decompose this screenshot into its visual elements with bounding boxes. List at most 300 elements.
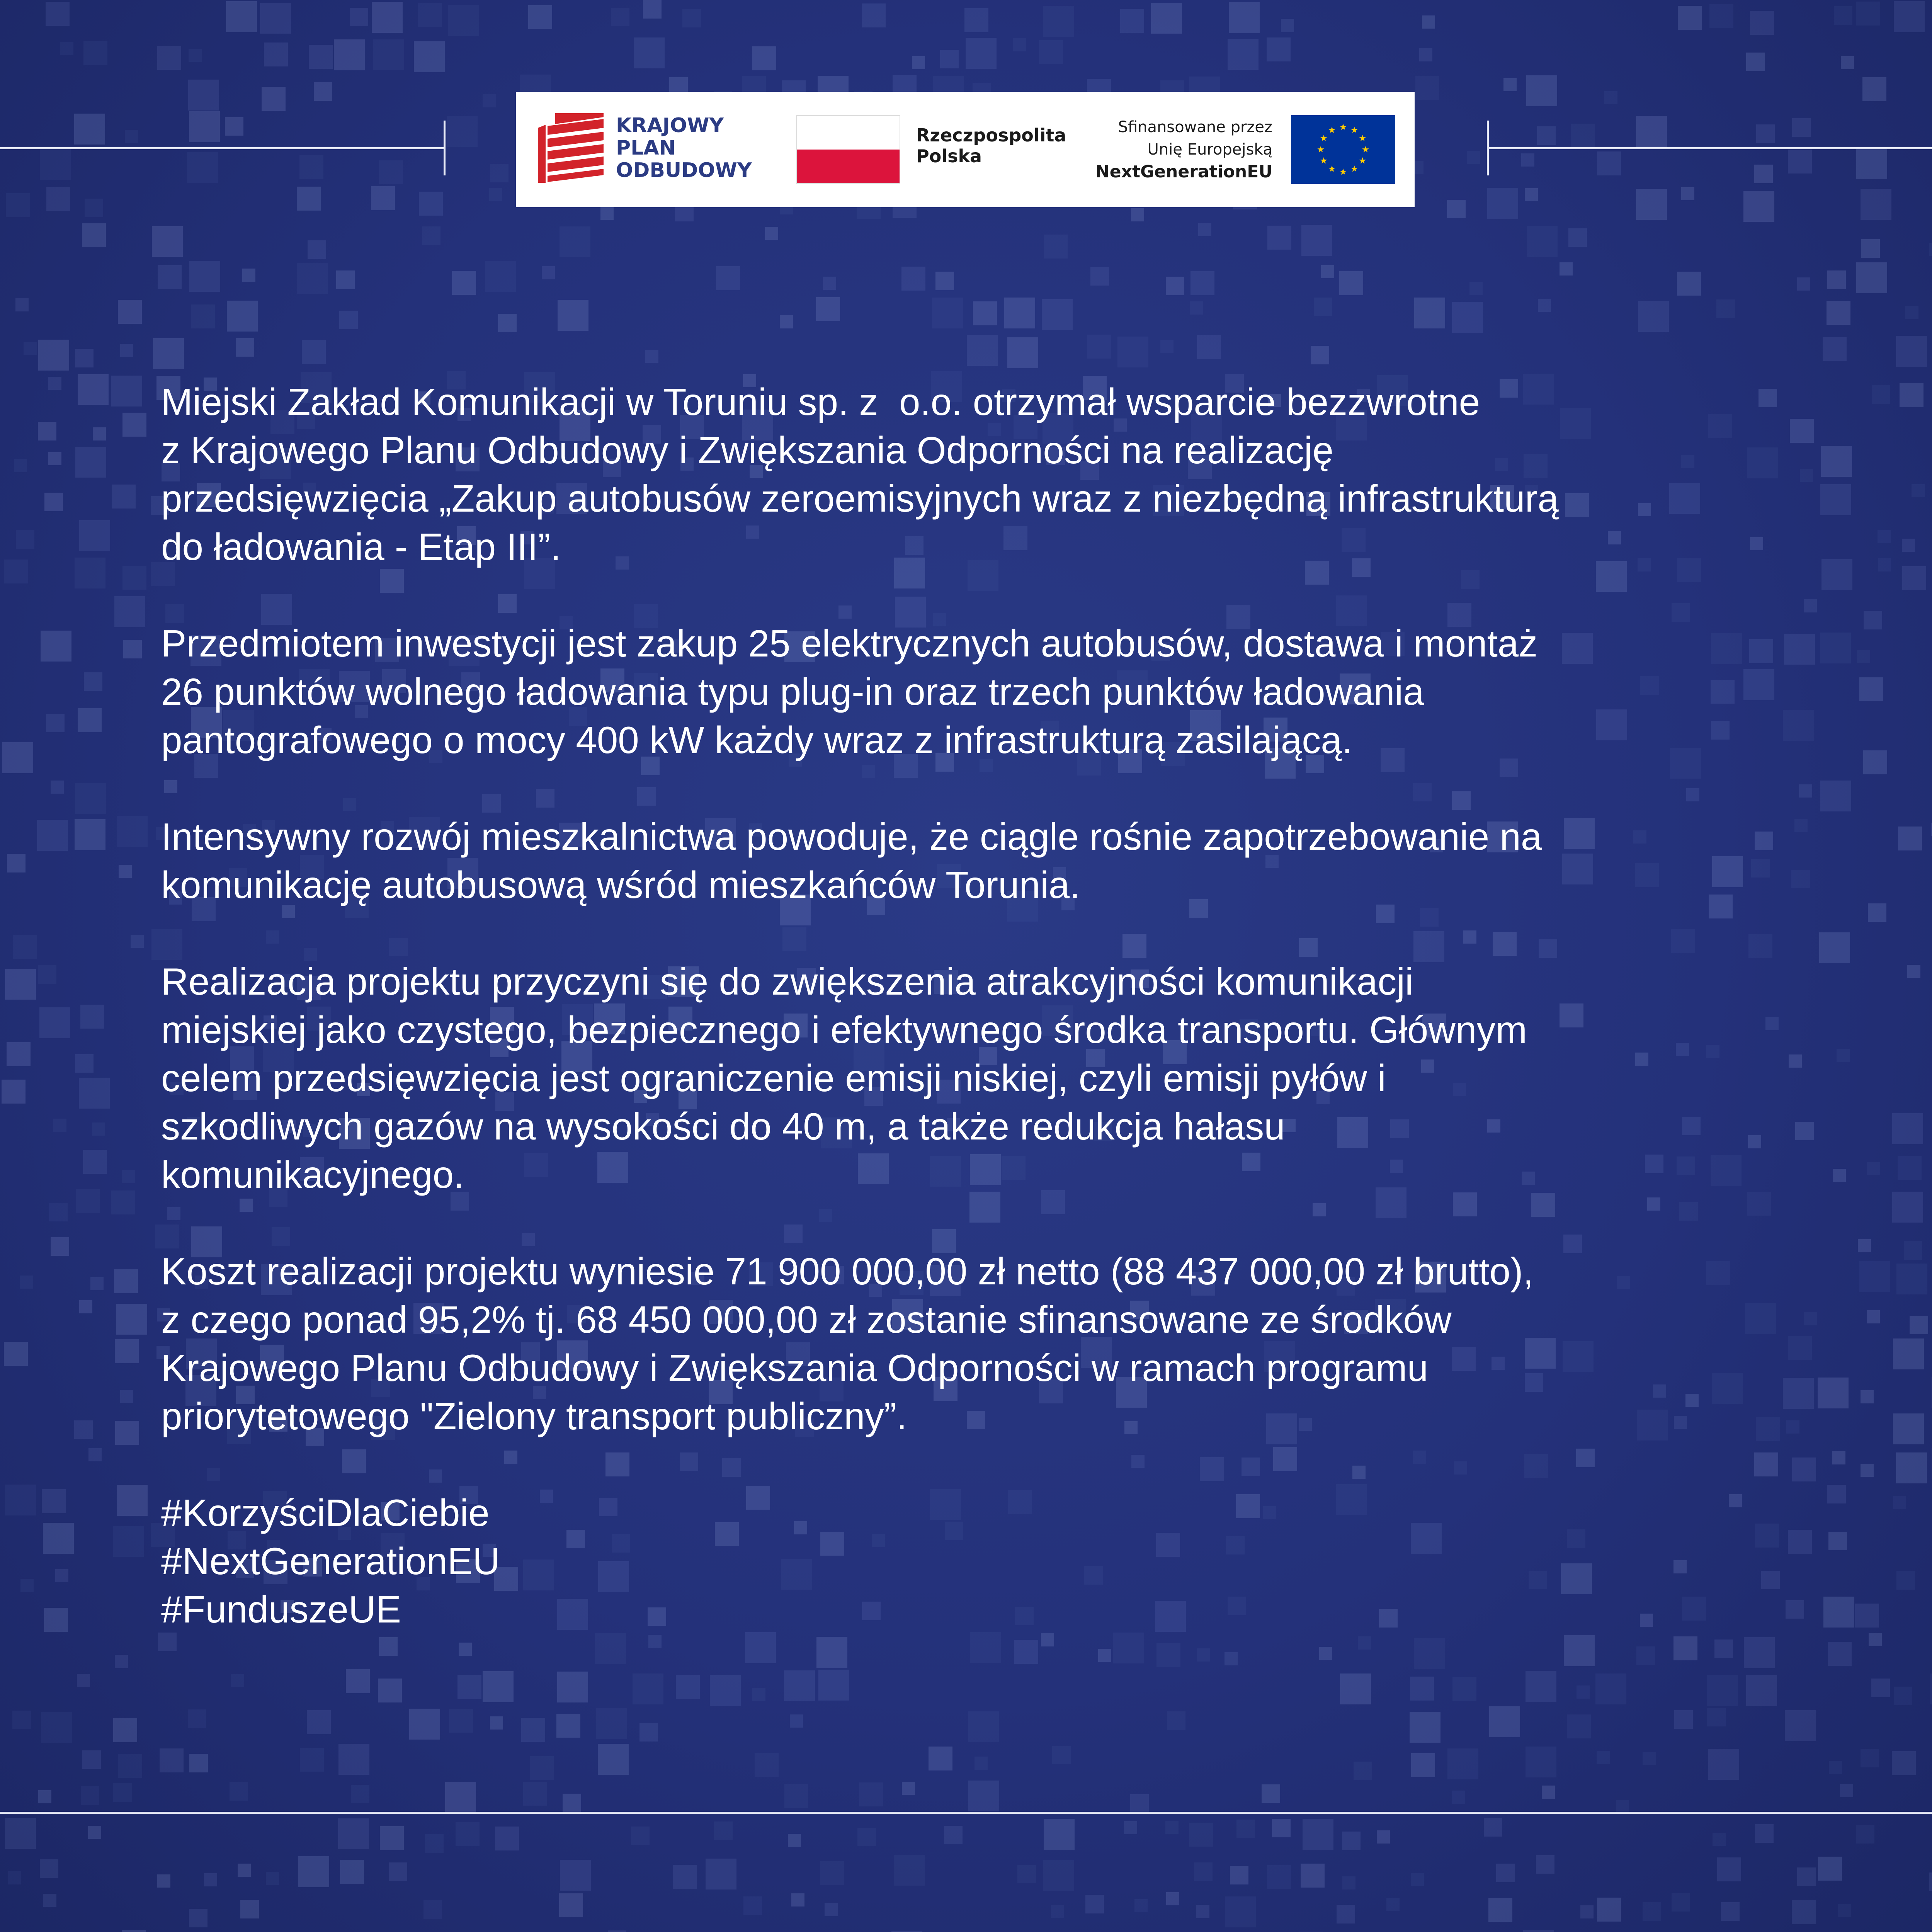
background-square <box>118 300 142 324</box>
background-square <box>189 111 220 142</box>
background-square <box>1784 634 1815 665</box>
background-square <box>302 340 326 364</box>
background-square <box>1469 282 1483 295</box>
background-square <box>1820 781 1851 811</box>
background-square <box>1043 1860 1074 1891</box>
background-square <box>1007 337 1038 368</box>
background-square <box>1339 271 1363 295</box>
paragraph-2 <box>161 619 1784 764</box>
background-square <box>862 3 886 27</box>
background-square <box>1821 559 1852 590</box>
background-square <box>260 3 291 34</box>
background-square <box>266 1872 279 1885</box>
background-square <box>122 1930 146 1932</box>
background-square <box>559 1893 583 1917</box>
background-square <box>74 114 105 145</box>
background-square <box>75 783 106 814</box>
background-square <box>912 56 925 69</box>
background-square <box>1861 189 1891 220</box>
background-square <box>1386 1898 1400 1911</box>
eu-line3: NextGenerationEU <box>1095 162 1272 182</box>
background-square <box>1827 301 1850 325</box>
background-square <box>1746 1675 1777 1706</box>
background-square <box>456 1822 480 1846</box>
background-square <box>46 2 70 26</box>
background-square <box>1837 1049 1850 1062</box>
background-square <box>968 1711 999 1742</box>
background-square <box>676 1675 700 1699</box>
background-square <box>1496 1864 1515 1882</box>
background-square <box>1716 299 1735 318</box>
background-square <box>1321 265 1334 278</box>
background-square <box>39 1007 70 1038</box>
background-square <box>117 816 148 847</box>
background-square <box>1014 1640 1038 1664</box>
background-square <box>1785 1710 1816 1741</box>
background-square <box>1484 1818 1502 1837</box>
background-square <box>1410 1712 1440 1743</box>
header-line-left <box>0 147 444 149</box>
background-square <box>1681 187 1694 200</box>
background-square <box>307 1710 331 1734</box>
background-square <box>1414 298 1445 328</box>
background-square <box>940 50 959 68</box>
background-square <box>1788 150 1812 173</box>
background-square <box>113 1526 144 1557</box>
background-square <box>818 1670 849 1701</box>
background-square <box>1319 1647 1332 1660</box>
background-square <box>118 1754 142 1778</box>
background-square <box>560 226 590 257</box>
background-square <box>225 117 243 136</box>
background-square <box>37 820 68 851</box>
background-square <box>46 187 70 211</box>
background-square <box>1859 1261 1890 1292</box>
background-square <box>1051 1905 1064 1918</box>
background-square <box>1197 335 1221 359</box>
background-square <box>419 192 443 216</box>
background-square <box>825 1903 838 1916</box>
background-square <box>1910 1316 1928 1334</box>
background-square <box>1709 4 1733 28</box>
background-square <box>1861 1749 1879 1767</box>
background-square <box>113 1783 132 1802</box>
background-square <box>111 1190 135 1214</box>
background-square <box>528 5 552 29</box>
background-square <box>338 1818 369 1849</box>
hashtag: #FunduszeUE <box>161 1588 401 1631</box>
background-square <box>75 1054 94 1073</box>
background-square <box>1167 1711 1185 1730</box>
background-square <box>1707 1675 1738 1706</box>
background-square <box>1636 1646 1655 1665</box>
background-square <box>230 1782 248 1801</box>
background-square <box>1085 1895 1104 1913</box>
background-square <box>1419 48 1432 61</box>
background-square <box>1151 3 1182 34</box>
paragraph-line: celem przedsięwzięcia jest ograniczenie emisji niskiej, czyli emisji pyłów i <box>161 1057 1386 1099</box>
background-square <box>48 452 61 465</box>
background-square <box>743 1896 762 1915</box>
background-square <box>339 311 358 329</box>
background-square <box>1527 226 1558 257</box>
background-square <box>780 315 793 328</box>
background-square <box>38 340 69 371</box>
background-square <box>1452 1791 1465 1804</box>
background-square <box>1120 9 1144 33</box>
background-square <box>46 714 65 732</box>
background-square <box>1804 1312 1817 1325</box>
background-square <box>1165 1821 1179 1834</box>
background-square <box>1797 277 1810 291</box>
background-square <box>1907 965 1920 978</box>
background-square <box>55 1569 68 1582</box>
background-square <box>1358 1636 1371 1650</box>
background-square <box>1838 1904 1851 1917</box>
background-square <box>973 301 997 325</box>
background-square <box>816 297 840 321</box>
background-square <box>378 1679 402 1702</box>
background-square <box>2 742 33 773</box>
background-square <box>309 45 333 69</box>
background-square <box>1262 1784 1280 1803</box>
background-square <box>231 1674 244 1687</box>
background-square <box>92 1122 105 1136</box>
paragraph-line: miejskiej jako czystego, bezpiecznego i efektywnego środka transportu. Głównym <box>161 1009 1527 1051</box>
background-square <box>1004 298 1035 328</box>
background-square <box>966 38 997 69</box>
background-square <box>643 0 662 19</box>
background-square <box>639 1723 658 1742</box>
background-square <box>1714 1639 1733 1658</box>
background-square <box>418 3 442 27</box>
eu-line1: Sfinansowane przez <box>1118 118 1272 136</box>
background-square <box>1117 337 1148 367</box>
hashtag: #NextGenerationEU <box>161 1540 500 1582</box>
background-square <box>83 1150 107 1174</box>
background-square <box>123 640 142 658</box>
background-square <box>1797 1867 1816 1886</box>
background-square <box>1930 1673 1932 1704</box>
paragraph-4 <box>161 957 1784 1199</box>
background-square <box>1039 40 1063 64</box>
background-square <box>82 1750 101 1769</box>
background-square <box>1567 1714 1591 1738</box>
background-square <box>4 560 28 583</box>
background-square <box>42 1489 66 1513</box>
background-square <box>611 8 629 26</box>
background-square <box>111 376 142 406</box>
background-square <box>1794 819 1808 832</box>
background-square <box>115 1339 139 1363</box>
background-square <box>80 1005 104 1029</box>
background-square <box>967 335 998 366</box>
background-square <box>1743 191 1774 222</box>
background-square <box>857 1828 876 1846</box>
header-tick-left <box>444 121 446 175</box>
background-square <box>1827 1485 1846 1503</box>
background-square <box>1756 124 1775 143</box>
background-square <box>755 1753 779 1777</box>
background-square <box>608 1930 626 1932</box>
background-square <box>1855 1604 1879 1628</box>
paragraph-line: priorytetowego "Zielony transport publiczny”. <box>161 1395 907 1437</box>
background-square <box>409 1709 440 1740</box>
background-square <box>765 227 778 240</box>
background-square <box>38 422 56 440</box>
background-square <box>1564 1635 1595 1666</box>
background-square <box>595 1633 626 1664</box>
background-square <box>648 1635 662 1648</box>
background-square <box>1905 306 1918 319</box>
background-square <box>970 1632 1001 1663</box>
background-square <box>189 1909 207 1927</box>
background-square <box>187 152 218 183</box>
background-square <box>1896 1571 1915 1590</box>
background-square <box>560 1860 591 1891</box>
background-square <box>790 1714 803 1728</box>
background-square <box>300 1748 324 1772</box>
background-square <box>784 1670 815 1701</box>
background-square <box>44 493 63 511</box>
background-square <box>1044 1819 1075 1850</box>
background-square <box>79 1078 110 1109</box>
background-square <box>1042 299 1073 330</box>
background-square <box>38 965 56 984</box>
background-square <box>1571 124 1595 148</box>
kpo-line3: ODBUDOWY <box>616 159 752 182</box>
background-square <box>1792 1900 1816 1924</box>
background-square <box>24 342 37 355</box>
background-square <box>530 1756 554 1780</box>
background-square <box>1342 1876 1355 1889</box>
background-square <box>93 427 106 440</box>
background-square <box>1422 15 1435 29</box>
background-square <box>242 269 255 282</box>
background-square <box>189 1754 208 1772</box>
paragraph-line: Miejski Zakład Komunikacji w Toruniu sp. z o.o. otrzymał wsparcie bezzwrotne <box>161 381 1480 423</box>
background-square <box>448 5 479 36</box>
background-square <box>1130 1794 1149 1813</box>
background-square <box>1190 271 1214 295</box>
background-square <box>706 1859 736 1889</box>
background-square <box>1052 1746 1071 1764</box>
background-square <box>1525 188 1538 201</box>
paragraph-line: szkodliwych gazów na wysokości do 40 m, a także redukcja hałasu <box>161 1105 1285 1148</box>
background-square <box>1225 1652 1238 1665</box>
background-square <box>1467 151 1480 164</box>
eu-flag-icon <box>1291 115 1395 184</box>
background-square <box>1523 1930 1554 1932</box>
background-square <box>1194 1862 1213 1881</box>
background-square <box>43 1523 74 1554</box>
background-square <box>120 344 133 357</box>
background-square <box>1861 239 1880 258</box>
background-square <box>894 1855 925 1886</box>
background-square <box>152 226 183 257</box>
paragraph-line: pantografowego o mocy 400 kW każdy wraz z infrastrukturą zasilającą. <box>161 719 1352 761</box>
background-square <box>1833 1169 1846 1182</box>
background-square <box>1841 56 1854 69</box>
background-square <box>1896 1264 1927 1294</box>
background-square <box>521 1718 545 1742</box>
background-square <box>226 1 257 32</box>
background-square <box>49 1203 68 1221</box>
background-square <box>7 1042 31 1066</box>
background-square <box>1044 235 1068 259</box>
paragraph-line: 26 punktów wolnego ładowania typu plug-in oraz trzech punktów ładowania <box>161 670 1424 713</box>
background-square <box>1863 750 1887 774</box>
background-square <box>1894 1 1925 32</box>
background-square <box>1267 1865 1291 1889</box>
background-square <box>314 82 332 101</box>
background-square <box>1526 1671 1556 1702</box>
background-square <box>1595 1673 1626 1704</box>
background-square <box>1861 1464 1874 1477</box>
background-square <box>51 781 64 794</box>
background-square <box>82 223 106 247</box>
background-square <box>12 1711 31 1729</box>
background-square <box>41 631 71 662</box>
background-square <box>75 819 105 850</box>
kpo-line2: PLAN <box>616 136 676 160</box>
background-square <box>338 1744 369 1775</box>
background-square <box>81 1786 99 1805</box>
background-square <box>1788 1336 1812 1360</box>
background-square <box>1521 153 1534 167</box>
background-square <box>425 1834 444 1853</box>
background-square <box>1902 539 1915 552</box>
background-square <box>1829 1761 1842 1774</box>
background-square <box>38 1790 51 1803</box>
background-square <box>1673 1636 1697 1660</box>
background-square <box>1892 1751 1916 1775</box>
background-square <box>1750 11 1774 35</box>
background-square <box>1166 1892 1179 1905</box>
background-square <box>1124 1821 1137 1834</box>
paragraph-line: Realizacja projektu przyczyni się do zwiększenia atrakcyjności komunikacji <box>161 960 1413 1003</box>
background-square <box>1568 228 1587 247</box>
background-square <box>1832 1451 1845 1464</box>
background-square <box>1677 272 1701 296</box>
background-square <box>83 41 107 65</box>
eu-logo-text <box>1095 116 1272 183</box>
paragraph-line: komunikacyjnego. <box>161 1153 464 1196</box>
background-square <box>1856 1825 1874 1844</box>
background-square <box>1856 262 1887 293</box>
background-square <box>457 1675 481 1699</box>
background-square <box>116 1304 147 1335</box>
eu-line2: Unię Europejską <box>1147 141 1272 158</box>
background-square <box>673 1865 697 1889</box>
background-square <box>1410 1677 1434 1701</box>
background-square <box>75 349 94 367</box>
background-square <box>1902 566 1926 590</box>
background-square <box>1196 1905 1209 1918</box>
background-square <box>1537 126 1556 145</box>
background-square <box>1638 301 1669 332</box>
background-square <box>20 1276 33 1289</box>
background-square <box>490 164 509 182</box>
background-square <box>75 558 105 588</box>
background-square <box>1869 1633 1882 1646</box>
background-square <box>1342 1832 1361 1850</box>
background-square <box>1904 1241 1922 1260</box>
background-square <box>633 1673 663 1704</box>
background-square <box>236 338 254 357</box>
background-square <box>1597 1898 1621 1922</box>
background-square <box>336 270 355 289</box>
background-square <box>1228 39 1259 70</box>
background-square <box>240 1900 259 1918</box>
background-square <box>1090 267 1109 286</box>
background-square <box>6 193 30 217</box>
background-square <box>1867 1162 1880 1175</box>
background-square <box>120 1390 133 1403</box>
background-square <box>752 46 776 70</box>
background-square <box>1783 710 1814 741</box>
background-square <box>125 130 138 143</box>
background-square <box>264 43 288 66</box>
background-square <box>191 304 215 328</box>
footer-line <box>0 1812 1932 1814</box>
background-square <box>485 261 516 292</box>
background-square <box>1156 1643 1180 1667</box>
background-square <box>1536 1855 1554 1874</box>
background-square <box>5 1485 36 1515</box>
background-square <box>4 1342 28 1366</box>
background-square <box>1878 558 1891 571</box>
kpo-logo-text <box>616 114 752 182</box>
background-square <box>13 935 37 959</box>
background-square <box>1789 1054 1802 1068</box>
background-square <box>716 266 740 290</box>
background-square <box>122 1170 135 1183</box>
background-square <box>1792 1458 1816 1481</box>
background-square <box>373 39 404 70</box>
background-square <box>8 1871 21 1884</box>
kpo-logo-icon <box>538 113 604 183</box>
background-square <box>1896 336 1927 367</box>
background-square <box>158 265 182 289</box>
background-square <box>1087 335 1111 359</box>
background-square <box>1864 611 1882 629</box>
paragraph-line: komunikację autobusową wśród mieszkańców Torunia. <box>161 864 1080 906</box>
background-square <box>1818 1378 1849 1408</box>
background-square <box>1783 1378 1814 1409</box>
background-square <box>483 1671 514 1702</box>
background-square <box>1577 1685 1590 1699</box>
background-square <box>114 1269 138 1293</box>
background-square <box>1267 226 1291 250</box>
background-square <box>714 1821 733 1840</box>
background-square <box>88 1448 102 1461</box>
background-square <box>60 42 73 55</box>
background-square <box>117 1485 148 1516</box>
background-square <box>1929 243 1932 256</box>
background-square <box>1859 677 1883 701</box>
background-square <box>88 1826 101 1839</box>
background-square <box>634 37 665 68</box>
background-square <box>153 338 184 369</box>
background-square <box>1643 1752 1656 1765</box>
background-square <box>76 1189 100 1213</box>
background-square <box>1893 1413 1924 1444</box>
background-square <box>1792 118 1811 137</box>
background-square <box>1795 1122 1814 1140</box>
background-square <box>188 1709 206 1728</box>
background-square <box>346 1669 370 1693</box>
